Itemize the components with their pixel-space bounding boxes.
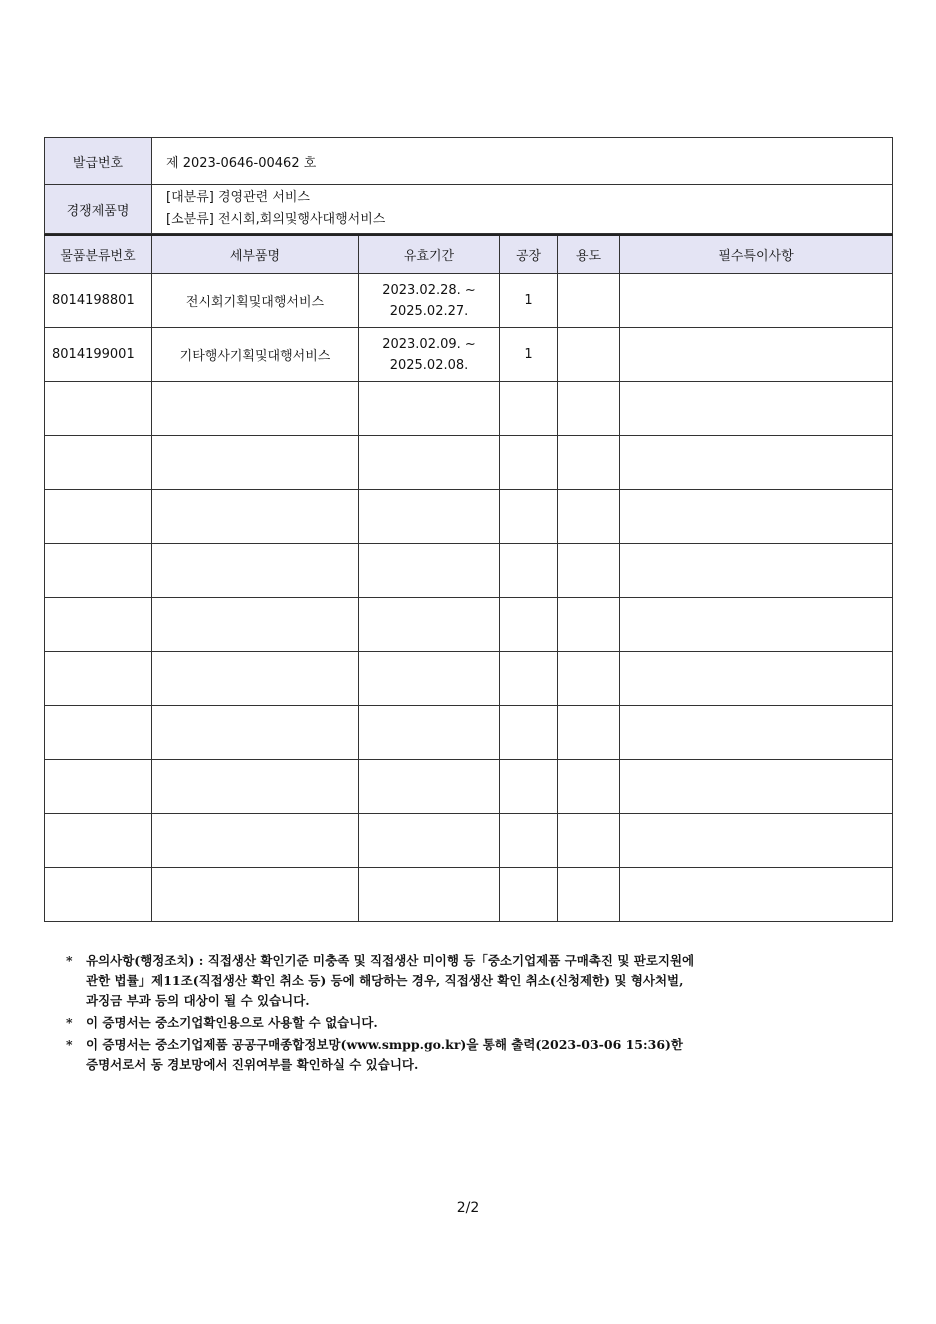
row-classification-code (45, 814, 152, 868)
product-major-category: [대분류] 경영관련 서비스 (166, 190, 310, 205)
row-item-name (152, 382, 359, 436)
row-item-name (152, 598, 359, 652)
row-item-name (152, 706, 359, 760)
row-classification-code (45, 490, 152, 544)
notice-line: 관한 법률」제11조(직접생산 확인 취소 등) 등에 해당하는 경우, 직접생산 확인 취소(신청제한) 및 형사처벌, (86, 973, 684, 988)
row-valid-period (359, 490, 500, 544)
table-row-empty (45, 760, 893, 814)
notice-bullet: * (66, 1015, 73, 1030)
row-usage (558, 706, 620, 760)
row-period-from: 2023.02.28. ~ (382, 282, 476, 298)
notice-bullet: * (66, 1037, 73, 1052)
product-minor-category: [소분류] 전시회,회의및행사대행서비스 (166, 212, 386, 227)
notice-line: 이 증명서는 중소기업확인용으로 사용할 수 없습니다. (86, 1015, 378, 1030)
row-usage (558, 544, 620, 598)
row-remarks (620, 274, 893, 328)
header-valid-period: 유효기간 (359, 235, 500, 274)
row-factory (500, 868, 558, 922)
row-remarks (620, 598, 893, 652)
row-item-name (152, 652, 359, 706)
table-row (45, 274, 893, 328)
header-remarks: 필수특이사항 (620, 235, 893, 274)
row-valid-period (359, 328, 500, 382)
row-valid-period (359, 814, 500, 868)
row-factory (500, 760, 558, 814)
row-remarks (620, 544, 893, 598)
certificate-header-table (44, 137, 893, 234)
table-row-empty (45, 706, 893, 760)
row-remarks (620, 652, 893, 706)
row-item-name (152, 490, 359, 544)
row-remarks (620, 436, 893, 490)
row-usage (558, 760, 620, 814)
notice-item-verification (66, 1035, 896, 1075)
row-usage (558, 436, 620, 490)
table-row-empty (45, 652, 893, 706)
certificate-sheet (44, 137, 892, 922)
row-classification-code (45, 868, 152, 922)
row-factory (500, 382, 558, 436)
row-remarks (620, 706, 893, 760)
row-valid-period (359, 382, 500, 436)
row-item-name (152, 868, 359, 922)
row-usage (558, 274, 620, 328)
row-classification-code (45, 652, 152, 706)
header-usage: 용도 (558, 235, 620, 274)
row-factory (500, 652, 558, 706)
row-period-to: 2025.02.27. (389, 303, 469, 319)
row-valid-period (359, 436, 500, 490)
table-row-empty (45, 814, 893, 868)
row-remarks (620, 490, 893, 544)
row-usage (558, 652, 620, 706)
row-usage (558, 328, 620, 382)
row-valid-period (359, 760, 500, 814)
notice-line: 이 증명서는 중소기업제품 공공구매종합정보망(www.smpp.go.kr)을 통해 출력(2023-03-06 15:36)한 (86, 1037, 684, 1052)
row-usage (558, 868, 620, 922)
row-valid-period (359, 274, 500, 328)
product-name-row (45, 185, 893, 234)
product-detail-table (44, 234, 893, 922)
table-row-empty (45, 436, 893, 490)
notice-bullet: * (66, 953, 73, 968)
row-usage (558, 814, 620, 868)
row-item-name (152, 760, 359, 814)
row-usage (558, 598, 620, 652)
issue-number-label: 발급번호 (45, 138, 152, 185)
product-name-value (152, 185, 893, 234)
table-row-empty (45, 382, 893, 436)
row-period-from: 2023.02.09. ~ (382, 336, 476, 352)
header-item-name: 세부품명 (152, 235, 359, 274)
notice-section (66, 951, 896, 1077)
row-valid-period (359, 652, 500, 706)
table-row-empty (45, 598, 893, 652)
row-item-name (152, 544, 359, 598)
row-remarks (620, 868, 893, 922)
notice-item-administrative (66, 951, 896, 1011)
header-classification-code: 물품분류번호 (45, 235, 152, 274)
issue-number-value: 제 2023-0646-00462 호 (152, 138, 893, 185)
row-item-name (152, 436, 359, 490)
row-factory (500, 544, 558, 598)
table-row (45, 328, 893, 382)
row-remarks (620, 382, 893, 436)
row-factory (500, 436, 558, 490)
row-usage (558, 382, 620, 436)
row-factory (500, 814, 558, 868)
row-item-name (152, 814, 359, 868)
row-factory: 1 (500, 274, 558, 328)
issue-number-row (45, 138, 893, 185)
row-classification-code: 8014198801 (45, 274, 152, 328)
page-indicator: 2/2 (456, 1200, 480, 1216)
row-classification-code (45, 436, 152, 490)
row-valid-period (359, 706, 500, 760)
row-valid-period (359, 868, 500, 922)
row-remarks (620, 760, 893, 814)
row-remarks (620, 328, 893, 382)
row-period-to: 2025.02.08. (389, 357, 469, 373)
row-classification-code: 8014199001 (45, 328, 152, 382)
row-factory (500, 706, 558, 760)
row-classification-code (45, 706, 152, 760)
row-item-name: 전시회기획및대행서비스 (152, 274, 359, 328)
product-name-label: 경쟁제품명 (45, 185, 152, 234)
row-classification-code (45, 598, 152, 652)
table-row-empty (45, 868, 893, 922)
row-classification-code (45, 544, 152, 598)
row-classification-code (45, 760, 152, 814)
row-classification-code (45, 382, 152, 436)
row-valid-period (359, 544, 500, 598)
row-factory (500, 490, 558, 544)
table-row-empty (45, 544, 893, 598)
table-row-empty (45, 490, 893, 544)
row-factory: 1 (500, 328, 558, 382)
notice-line: 과징금 부과 등의 대상이 될 수 있습니다. (86, 993, 310, 1008)
notice-item-usage-restriction (66, 1013, 896, 1033)
row-remarks (620, 814, 893, 868)
notice-line: 증명서로서 동 경보망에서 진위여부를 확인하실 수 있습니다. (86, 1057, 419, 1072)
table-header-row (45, 235, 893, 274)
header-factory: 공장 (500, 235, 558, 274)
row-item-name: 기타행사기획및대행서비스 (152, 328, 359, 382)
row-factory (500, 598, 558, 652)
notice-line: 유의사항(행정조치) : 직접생산 확인기준 미충족 및 직접생산 미이행 등「중소기업제품 구매촉진 및 판로지원에 (86, 953, 695, 968)
row-valid-period (359, 598, 500, 652)
row-usage (558, 490, 620, 544)
